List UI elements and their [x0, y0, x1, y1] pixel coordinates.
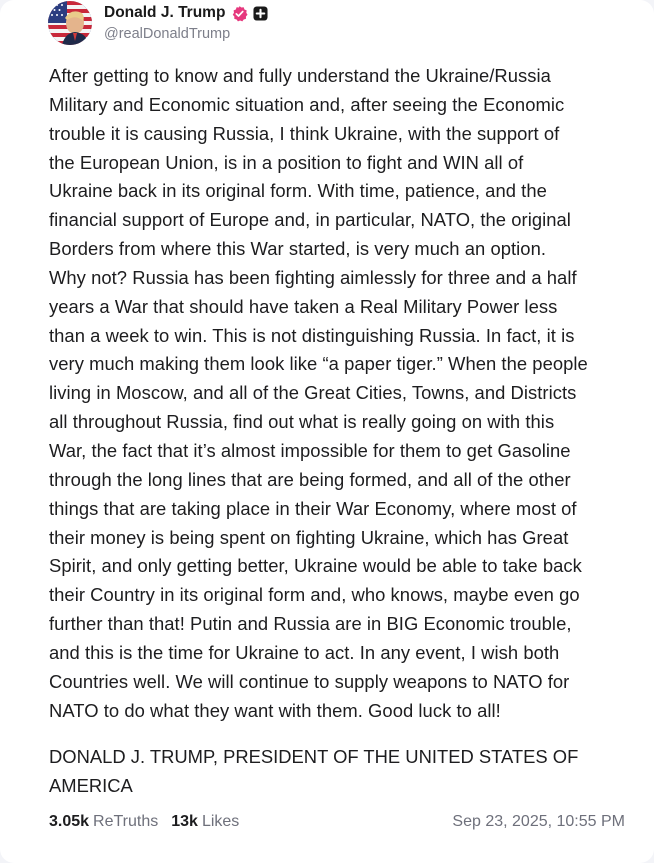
post-text-line: living in Moscow, and all of the Great Cities, Towns, and Districts	[49, 382, 577, 404]
post-text-line: Spirit, and only getting better, Ukraine would be able to take back	[49, 555, 582, 577]
avatar[interactable]	[48, 1, 92, 45]
post-text-line: the European Union, is in a position to fight and WIN all of	[49, 151, 524, 173]
post-text-line: their money is being spent on fighting Ukraine, which has Great	[49, 526, 569, 548]
retruths-stat[interactable]	[49, 811, 158, 833]
post-text-line: all throughout Russia, find out what is really going on with this	[49, 411, 555, 433]
post-text-line: Military and Economic situation and, after seeing the Economic	[49, 93, 565, 115]
post-text-line: financial support of Europe and, in particular, NATO, the original	[49, 209, 571, 231]
post-text	[49, 62, 639, 725]
post-timestamp[interactable]: Sep 23, 2025, 10:55 PM	[452, 813, 625, 830]
signature-line: AMERICA	[49, 774, 133, 796]
post-body	[49, 62, 639, 725]
likes-label: Likes	[201, 813, 240, 830]
post-text-line: further than that! Putin and Russia are in BIG Economic trouble,	[49, 613, 572, 635]
post-text-line: Borders from where this War started, is very much an option.	[49, 238, 547, 260]
retruths-count: 3.05k	[49, 813, 90, 830]
post-text-line: than a week to win. This is not distinguishing Russia. In fact, it is	[49, 324, 575, 346]
post-text-line: NATO to do what they want with them. Good luck to all!	[49, 699, 501, 721]
post-signature	[49, 743, 639, 801]
post-text-line: very much making them look like “a paper tiger.” When the people	[49, 353, 588, 375]
post-text-line: After getting to know and fully understand the Ukraine/Russia	[49, 65, 551, 86]
author-handle[interactable]: @realDonaldTrump	[104, 26, 231, 42]
author-name-row	[104, 2, 268, 24]
post-text-line: their Country in its original form and, who knows, maybe even go	[49, 584, 580, 606]
author-info	[104, 2, 268, 44]
plus-badge-icon	[253, 6, 268, 21]
post-text-line: through the long lines that are being formed, and all of the other	[49, 468, 571, 490]
post-text-line: Ukraine back in its original form. With time, patience, and the	[49, 180, 547, 202]
signature-line: DONALD J. TRUMP, PRESIDENT OF THE UNITED STATES OF	[49, 746, 579, 767]
retruths-label: ReTruths	[93, 813, 159, 830]
author-display-name[interactable]: Donald J. Trump	[104, 4, 226, 21]
avatar-flag-portrait-icon	[48, 1, 92, 45]
post-text-line: War, the fact that it’s almost impossible for them to get Gasoline	[49, 439, 571, 461]
post-text-line: Countries well. We will continue to supply weapons to NATO for	[49, 670, 570, 692]
verified-badge-icon	[231, 5, 248, 22]
post-text-line: things that are taking place in their War Economy, where most of	[49, 497, 577, 519]
likes-count: 13k	[171, 813, 198, 830]
post-text-line: trouble it is causing Russia, I think Ukraine, with the support of	[49, 122, 560, 144]
post-text-line: years a War that should have taken a Real Military Power less	[49, 295, 558, 317]
post-text-line: and this is the time for Ukraine to act. In any event, I wish both	[49, 641, 560, 663]
post-text-line: Why not? Russia has been fighting aimlessly for three and a half	[49, 266, 577, 288]
post-footer	[49, 811, 625, 833]
post-stats	[49, 811, 252, 833]
likes-stat[interactable]	[171, 811, 239, 833]
post-header	[48, 1, 268, 45]
